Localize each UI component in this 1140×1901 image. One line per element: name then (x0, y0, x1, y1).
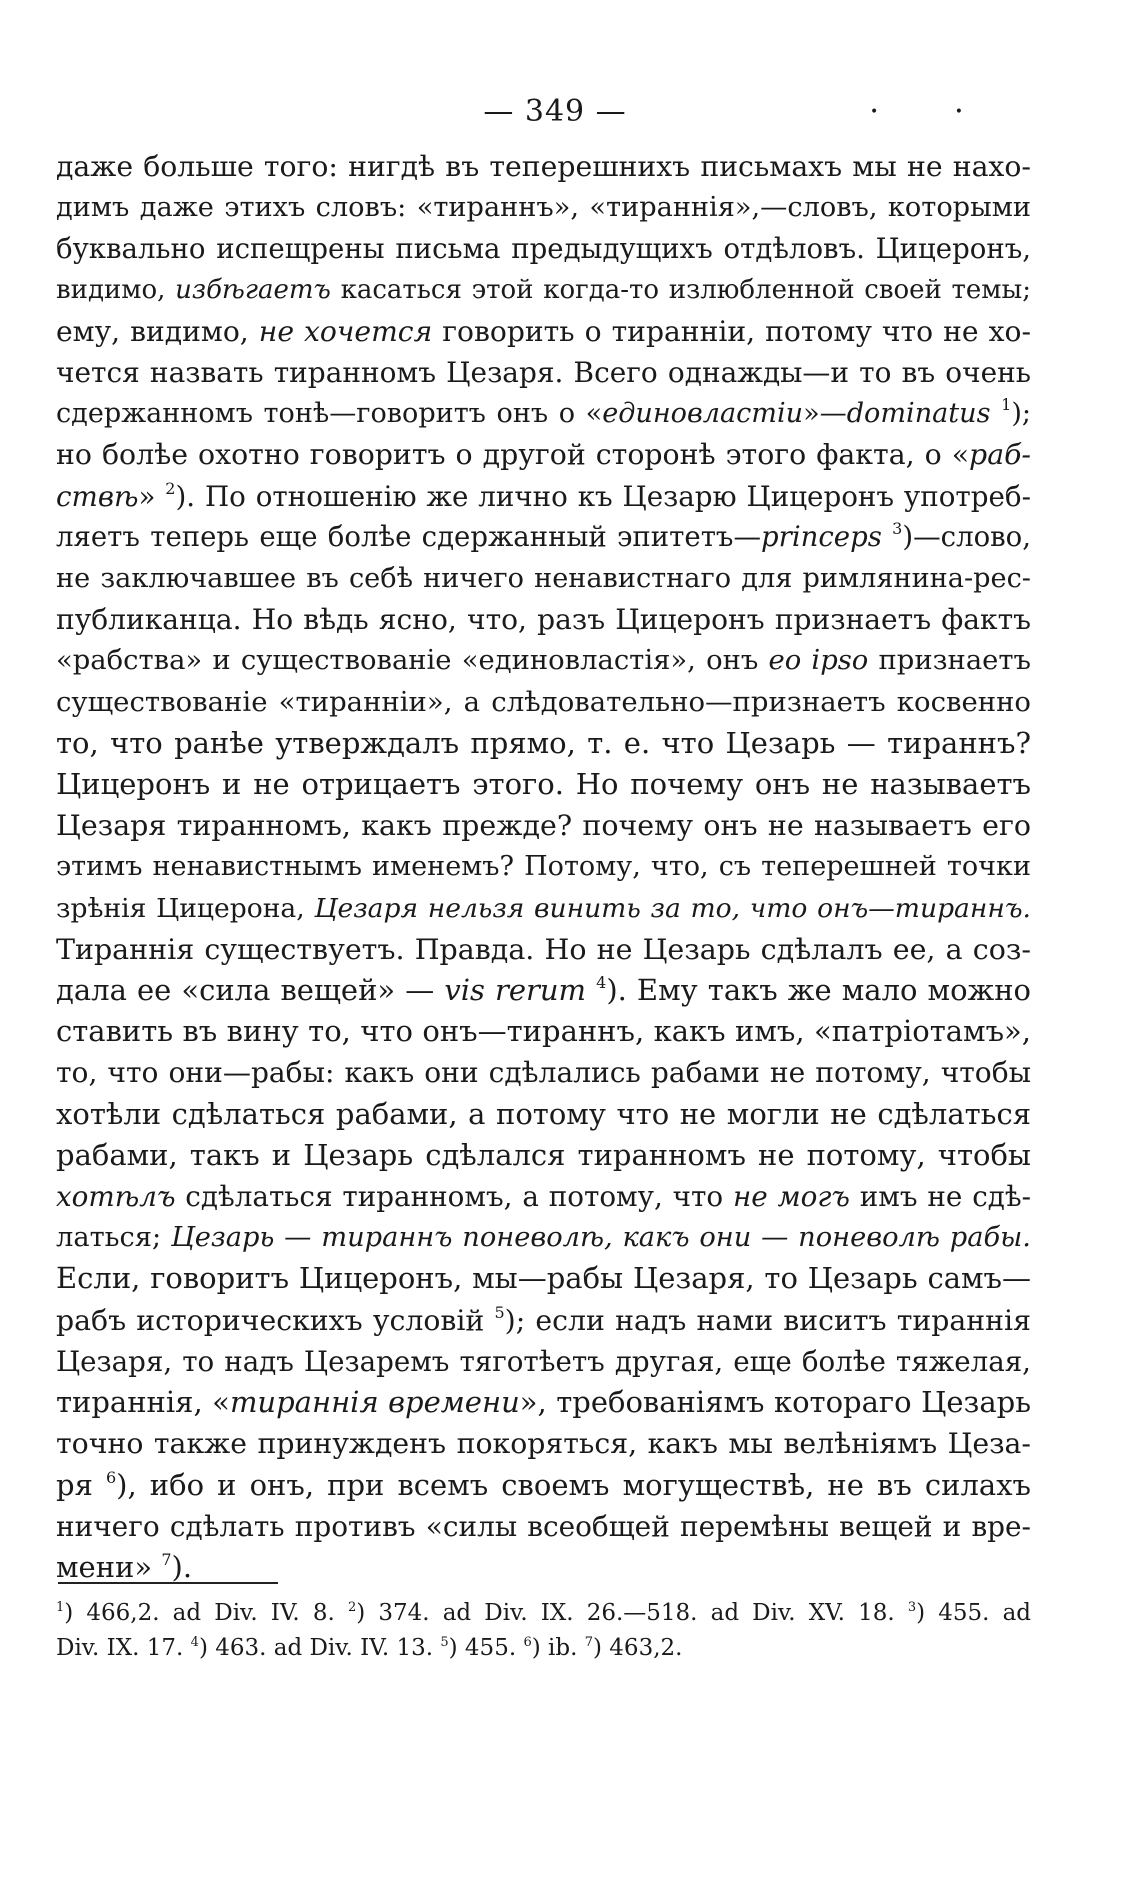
text-run: публиканца. Но вѣдь ясно, что, разъ Цицеронъ признаетъ фактъ (56, 603, 1031, 637)
italic-text: vis rerum (444, 973, 587, 1008)
text-run: то, что ранѣе утверждалъ прямо, т. е. что Цезарь — тираннъ? (56, 725, 1031, 760)
text-run: имъ не сдѣ- (849, 1180, 1031, 1214)
text-run: ) 455. (448, 1635, 524, 1661)
text-run: латься; (56, 1222, 171, 1254)
text-run: хотѣли сдѣлаться рабами, а потому что не могли не сдѣлаться (56, 1096, 1031, 1131)
text-line (56, 805, 1031, 846)
text-line (56, 888, 1031, 929)
text-line (56, 1382, 1031, 1423)
text-run: », требованіямъ котораго Цезарь (519, 1385, 1031, 1420)
text-run: Div. IX. 17. (56, 1635, 191, 1661)
text-line (56, 1217, 1031, 1258)
text-run (991, 398, 1002, 429)
text-run: существованіе «тиранніи», а слѣдовательно—признаетъ косвенно (56, 685, 1031, 718)
text-line (56, 1258, 1031, 1299)
italic-text: eo ipso (768, 645, 869, 677)
text-line (56, 352, 1031, 393)
text-run: буквально испещрены письма предыдущихъ отдѣловъ. Цицеронъ, (56, 232, 1031, 266)
text-line (56, 311, 1031, 352)
footnote-ref: 5 (494, 1302, 505, 1322)
footnote-ref: 3 (907, 1600, 917, 1615)
text-line (56, 1011, 1031, 1052)
text-line (56, 1300, 1031, 1341)
text-line (56, 599, 1031, 640)
italic-text: ствѣ (56, 479, 139, 513)
text-run: не заключавшее въ себѣ ничего ненавистнаго для римлянина-рес- (56, 563, 1031, 595)
footnote-ref: 2 (165, 478, 176, 498)
text-line (56, 517, 1031, 558)
text-run: »— (803, 398, 847, 430)
text-line (56, 929, 1031, 970)
text-line (56, 1506, 1031, 1547)
text-line (56, 682, 1031, 723)
text-run: ); (1011, 398, 1031, 430)
footnotes (56, 1596, 1031, 1666)
print-specks: • • (870, 104, 999, 120)
text-run: даже больше того: нигдѣ въ теперешнихъ письмахъ мы не нахо- (56, 150, 1031, 183)
text-run: ) ib. (531, 1635, 585, 1661)
text-run: ). (171, 1549, 193, 1584)
text-run: сдержанномъ тонѣ—говоритъ онъ о « (56, 398, 603, 430)
text-line (56, 270, 1031, 311)
italic-text: Цезарь — тираннъ поневолѣ, какъ они — поневолѣ рабы. (170, 1222, 1031, 1254)
footnote-ref: 1 (56, 1600, 65, 1615)
text-run (586, 973, 596, 1007)
text-line (56, 146, 1031, 187)
text-run: ему, видимо, (56, 314, 259, 348)
text-run: Тираннія существуетъ. Правда. Но не Цезарь сдѣлалъ ее, а соз- (56, 932, 1031, 966)
italic-text: раб- (969, 438, 1031, 472)
text-run: Если, говоритъ Цицеронъ, мы—рабы Цезаря, то Цезарь самъ— (56, 1261, 1031, 1296)
text-run: ставить въ вину то, что онъ—тираннъ, какъ имъ, «патріотамъ», (56, 1014, 1031, 1049)
text-run: ); если надъ нами виситъ тираннія (504, 1303, 1031, 1337)
text-line (56, 723, 1031, 764)
text-line (56, 1135, 1031, 1176)
footnote-ref: 5 (440, 1635, 449, 1650)
text-run: ) 374. ad Div. IX. 26.—518. ad Div. XV. 18. (356, 1600, 908, 1626)
text-run: тираннія, « (56, 1385, 230, 1420)
footnote-ref: 4 (596, 973, 607, 993)
footnote-ref: 7 (161, 1549, 172, 1569)
text-line (56, 434, 1031, 475)
footnote-line (56, 1596, 1031, 1631)
main-text (56, 146, 1031, 1588)
italic-text: не хочется (258, 314, 433, 348)
text-run: ничего сдѣлать противъ «силы всеобщей перемѣны вещей и вре- (56, 1509, 1031, 1543)
text-run: ) 455. ad (916, 1600, 1032, 1626)
text-run: признаетъ (868, 645, 1031, 677)
text-run: но болѣе охотно говоритъ о другой сторонѣ этого факта, о « (56, 438, 970, 472)
text-line (56, 1052, 1031, 1093)
text-run: «рабства» и существованіе «единовластія», онъ (56, 645, 769, 677)
text-run: )—слово, (902, 520, 1031, 553)
text-run: ), ибо и онъ, при всемъ своемъ могуществѣ, не въ силахъ (116, 1467, 1031, 1502)
footnote-ref: 7 (584, 1635, 594, 1650)
text-run: » (138, 479, 166, 513)
text-line (56, 640, 1031, 681)
text-run: чется назвать тиранномъ Цезаря. Всего однажды—и то въ очень (56, 356, 1031, 390)
text-run: рабъ историческихъ условій (56, 1303, 495, 1337)
text-run: димъ даже этихъ словъ: «тираннъ», «тираннія»,—словъ, которыми (56, 192, 1031, 224)
footnote-ref: 6 (523, 1635, 532, 1650)
text-line (56, 970, 1031, 1011)
italic-text: не могъ (733, 1180, 850, 1214)
text-run: ря (56, 1467, 106, 1502)
text-run: мени» (56, 1549, 162, 1584)
text-run: Цезаря, то надъ Цезаремъ тяготѣетъ другая, еще болѣе тяжелая, (56, 1344, 1031, 1378)
footnote-line (56, 1631, 1031, 1666)
italic-text: Цезаря нельзя винить за то, что онъ—тираннъ. (314, 892, 1031, 924)
text-run: касаться этой когда-то излюбленной своей темы; (330, 274, 1031, 305)
footnote-ref: 4 (190, 1635, 199, 1650)
text-line (56, 476, 1031, 517)
text-line (56, 228, 1031, 269)
footnote-ref: 1 (1001, 395, 1012, 415)
text-line (56, 1423, 1031, 1464)
text-line (56, 1465, 1031, 1506)
text-line (56, 393, 1031, 434)
text-line (56, 558, 1031, 599)
text-line (56, 846, 1031, 887)
text-run: точно также принужденъ покоряться, какъ мы велѣніямъ Цеза- (56, 1427, 1031, 1461)
text-run: ) 466,2. ad Div. IV. 8. (64, 1600, 348, 1626)
footnote-ref: 6 (105, 1467, 117, 1487)
text-run: сдѣлаться тиранномъ, а потому, что (175, 1180, 733, 1214)
text-run: ) 463. ad Div. IV. 13. (198, 1635, 441, 1661)
italic-text: dominatus (846, 398, 991, 430)
italic-text: хотѣлъ (56, 1180, 176, 1214)
text-line (56, 187, 1031, 228)
text-run: дала ее «сила вещей» — (56, 973, 445, 1008)
text-line (56, 764, 1031, 805)
italic-text: избѣгаетъ (175, 274, 331, 305)
text-run: этимъ ненавистнымъ именемъ? Потому, что, съ теперешней точки (56, 851, 1031, 883)
text-run (882, 521, 892, 553)
italic-text: тираннія времени (229, 1385, 520, 1420)
text-run: ). По отношенію же лично къ Цезарю Цицеронъ употреб- (175, 479, 1031, 513)
italic-text: единовластіи (602, 398, 804, 430)
text-run: Цицеронъ и не отрицаетъ этого. Но почему онъ не называетъ (56, 767, 1031, 802)
footnote-rule (58, 1582, 278, 1584)
text-run: ляетъ теперь еще болѣе сдержанный эпитетъ— (56, 520, 762, 553)
text-run: ) 463,2. (593, 1635, 683, 1661)
text-run: говорить о тиранніи, потому что не хо- (432, 314, 1031, 348)
text-line (56, 1176, 1031, 1217)
text-run: видимо, (56, 274, 176, 305)
page-number: — 349 — (483, 94, 627, 129)
footnote-ref: 3 (892, 518, 903, 538)
footnote-ref: 2 (347, 1600, 357, 1615)
text-line (56, 1094, 1031, 1135)
text-run: зрѣнія Цицерона, (56, 892, 315, 924)
text-run: ). Ему такъ же мало можно (606, 973, 1032, 1008)
italic-text: princeps (761, 520, 882, 553)
text-run: рабами, такъ и Цезарь сдѣлался тиранномъ не потому, чтобы (56, 1137, 1031, 1172)
text-run: Цезаря тиранномъ, какъ прежде? почему онъ не называетъ его (56, 809, 1031, 843)
text-run: то, что они—рабы: какъ они сдѣлались рабами не потому, чтобы (56, 1056, 1031, 1090)
text-line (56, 1341, 1031, 1382)
